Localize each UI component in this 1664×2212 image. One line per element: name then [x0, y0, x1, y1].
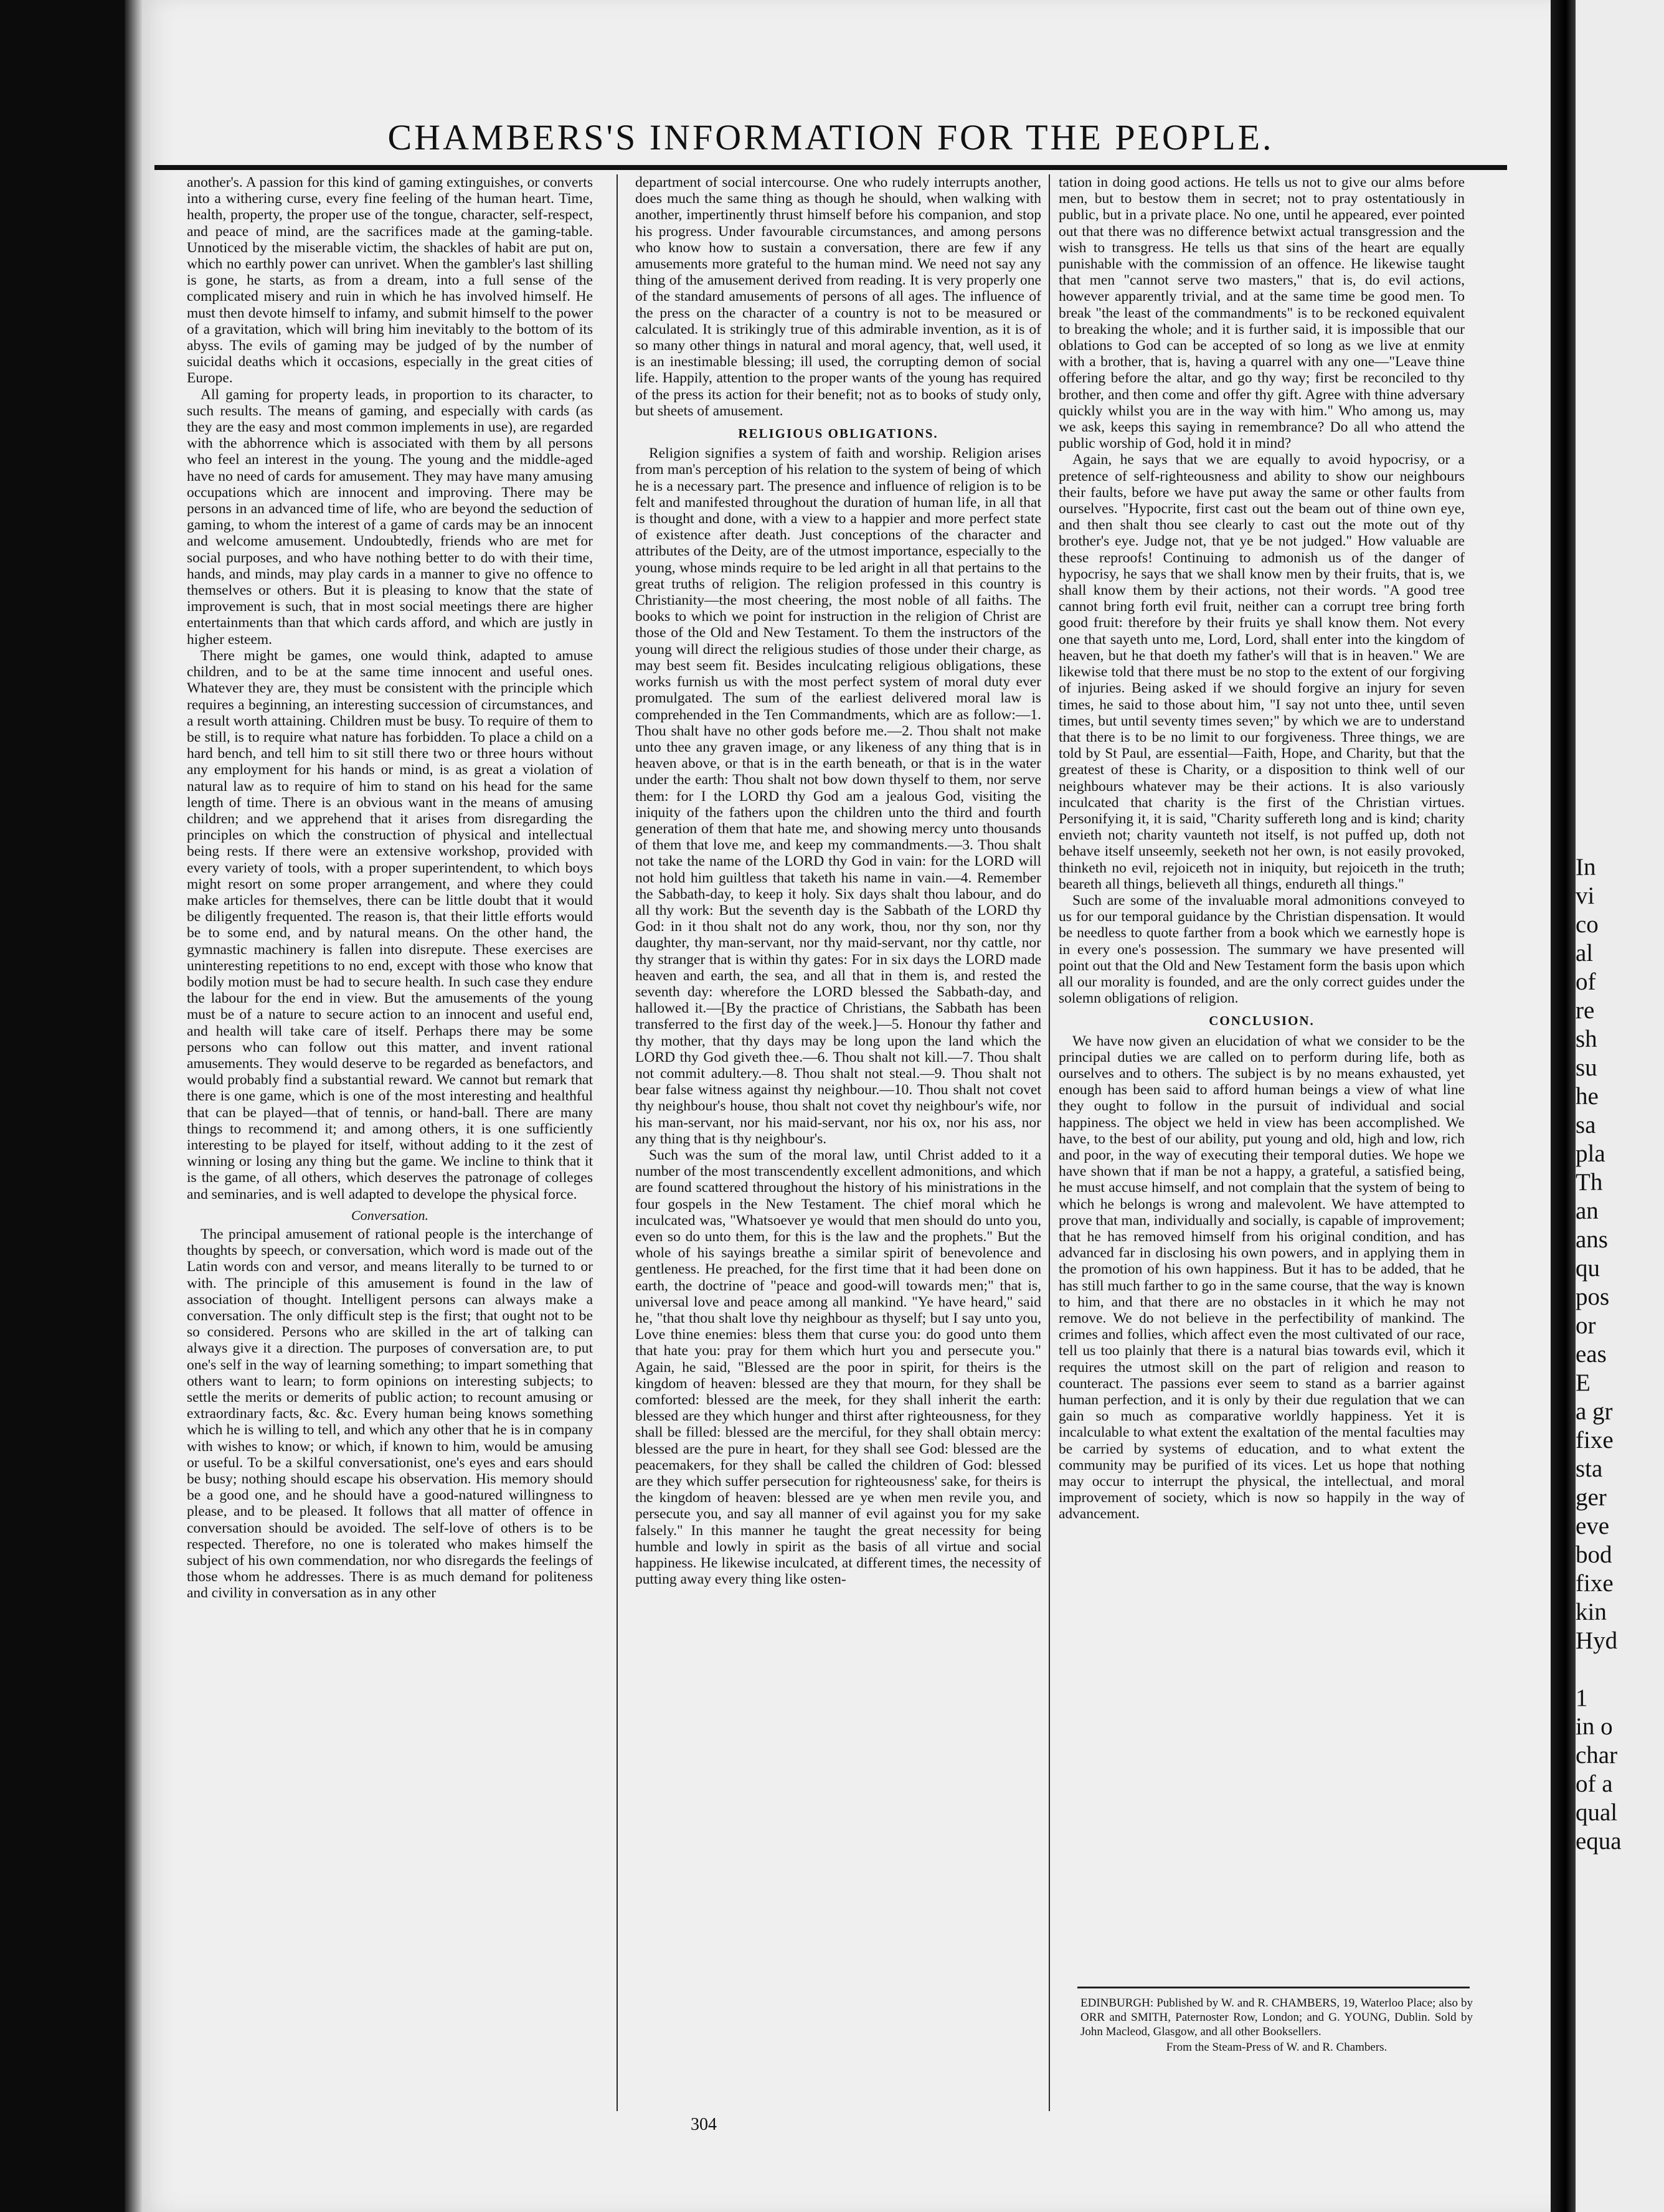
paragraph: We have now given an elucidation of what we consider to be the principal duties we are called on to perform during life, both as ourselves and to others. The subject is by no means exhausted, yet enough has been said to afford human beings a view of what line they ought to follow in the pursuit of individual and social happiness. The object we held in view has been accomplished. We have, to the best of our ability, put young and old, high and low, rich and poor, in the way of executing their temporal duties. We hope we have shown that if man be not a happy, a grateful, a satisfied being, he must accuse himself, and not complain that the system of being to which he belongs is wrong and malevolent. We have attempted to prove that man, individually and socially, is capable of improvement; that he has removed himself from his original condition, and has advanced far in disclosing his own powers, and in applying them in the promotion of his own happiness. But it has to be added, that he has still much farther to go in the same course, that the way is known to him, and that there are no obstacles in it which he may not remove. We do not believe in the perfectibility of mankind. The crimes and follies, which affect even the most cultivated of our race, tell us too plainly that there is a natural bias towards evil, which it requires the utmost skill on the part of religion and reason to counteract. The passions ever seem to stand as a barrier against human perfection, and it is only by their due regulation that we can gain so much as comparative worldly happiness. Yet it is incalculable to what extent the exaltation of the mental faculties may be carried by systems of education, and to what extent the community may be purified of its vices. Let us hope that nothing may occur to interrupt the physical, the intellectual, and moral improvement of society, which is now so happily in the way of advancement.: [1059, 1033, 1465, 1523]
paragraph: Such was the sum of the moral law, until Christ added to it a number of the most transcendently excellent admonitions, and which are found scattered throughout the history of his ministrations in the four gospels in the New Testament. The chief moral which he inculcated was, "Whatsoever ye would that men should do unto you, even so do unto them, for this is the law and the prophets." But the whole of his sayings breathe a similar spirit of benevolence and gentleness. He preached, for the first time that it had been done on earth, the doctrine of "peace and good-will towards men;" that is, universal love and peace among all mankind. "Ye have heard," said he, "that thou shalt love thy neighbour as thyself; but I say unto you, Love thine enemies: bless them that curse you: do good unto them that hate you: pray for them which hurt you and persecute you." Again, he said, "Blessed are the poor in spirit, for theirs is the kingdom of heaven: blessed are they that mourn, for they shall be comforted: blessed are the meek, for they shall inherit the earth: blessed are they which hunger and thirst after righteousness, for they shall be filled: blessed are the merciful, for they shall obtain mercy: blessed are the pure in heart, for they shall see God: blessed are the peacemakers, for they shall be called the children of God: blessed are they which suffer persecution for righteousness' sake, for theirs is the kingdom of heaven: blessed are ye when men revile you, and persecute you, and say all manner of evil against you for my sake falsely." In this manner he taught the great necessity for being humble and lowly in spirit as the basis of all virtue and social happiness. He likewise inculcated, at different times, the necessity of putting away every thing like osten-: [635, 1146, 1041, 1588]
section-heading: CONCLUSION.: [1209, 1013, 1315, 1029]
paragraph: Such are some of the invaluable moral admonitions conveyed to us for our temporal guidance by the Christian dispensation. It would be needless to quote farther from a book which we earnestly hope is in every one's possession. The summary we have presented will point out that the Old and New Testament form the basis upon which all our morality is founded, and are the only correct guides under the solemn obligations of religion.: [1059, 892, 1465, 1007]
imprint-press: From the Steam-Press of W. and R. Chambers.: [1166, 2041, 1387, 2054]
paragraph: The principal amusement of rational people is the interchange of thoughts by speech, or conversation, which word is made out of the Latin words con and versor, and means literally to be turned to or with. The principle of this amusement is found in the law of association of thought. Intelligent persons can always make a conversation. The only difficult step is the first; that ought not to be so considered. Persons who are skilled in the art of talking can always give it a direction. The purposes of conversation are, to put one's self in the way of learning something; to impart something that others want to learn; to form opinions on interesting subjects; to settle the merits or demerits of public action; to recount amusing or extraordinary facts, &c. &c. Every human being knows something which he is willing to tell, and which any other that he is in company with wishes to know; or which, if known to him, would be amusing or useful. To be a skilful conversationist, one's eyes and ears should be busy; nothing should escape his observation. His memory should be a good one, and he should have a good-natured willingness to please, and to be pleased. It follows that all matter of offence in conversation should be avoided. The self-love of others is to be respected. Therefore, no one is tolerated who makes himself the subject of his own commendation, nor who disregards the feelings of those whom he addresses. There is as much demand for politeness and civility in conversation as in any other: [187, 1226, 593, 1602]
facing-page-text: In vi co al of re sh su he sa pla Th an ans qu pos or eas E a gr fixe sta ger eve bod fixe kin Hyd 1 in o char of a qual equa: [1576, 854, 1622, 1855]
paragraph: Religion signifies a system of faith and worship. Religion arises from man's perception of his relation to the system of being of which he is a necessary part. The presence and influence of religion is to be felt and manifested throughout the duration of human life, in all that is thought and done, with a view to a happier and more perfect state of existence after death. Just conceptions of the character and attributes of the Deity, are of the utmost importance, especially to the young, whose minds require to be led aright in all that pertains to the great truths of religion. The religion professed in this country is Christianity—the most cheering, the most noble of all faiths. The books to which we point for instruction in the religion of Christ are those of the Old and New Testament. To them the instructors of the young will direct the religious studies of those under their charge, as may best seem fit. Besides inculcating religious obligations, these works furnish us with the most perfect system of moral duty ever promulgated. The sum of the earliest delivered moral law is comprehended in the Ten Commandments, which are as follow:—1. Thou shalt have no other gods before me.—2. Thou shalt not make unto thee any graven image, or any likeness of any thing that is in heaven above, or that is in the earth beneath, or that is in the water under the earth: Thou shalt not bow down thyself to them, nor serve them: for I the LORD thy God am a jealous God, visiting the iniquity of the fathers upon the children unto the third and fourth generation of them that hate me, and showing mercy unto thousands of them that love me, and keep my commandments.—3. Thou shalt not take the name of the LORD thy God in vain: for the LORD will not hold him guiltless that taketh his name in vain.—4. Remember the Sabbath-day, to keep it holy. Six days shalt thou labour, and do all thy work: But the seventh day is the Sabbath of the LORD thy God: in it thou shalt not do any work, thou, nor thy son, nor thy daughter, thy man-servant, nor thy maid-servant, nor thy cattle, nor thy stranger that is within thy gates: For in six days the LORD made heaven and earth, the sea, and all that in them is, and rested the seventh day: wherefore the LORD blessed the Sabbath-day, and hallowed it.—[By the practice of Christians, the Sabbath has been transferred to the first day of the week.]—5. Honour thy father and thy mother, that thy days may be long upon the land which the LORD thy God giveth thee.—6. Thou shalt not kill.—7. Thou shalt not commit adultery.—8. Thou shalt not steal.—9. Thou shalt not bear false witness against thy neighbour.—10. Thou shalt not covet thy neighbour's house, thou shalt not covet thy neighbour's wife, nor his man-servant, nor his maid-servant, nor his ox, nor his ass, nor any thing that is thy neighbour's.: [635, 445, 1041, 1147]
imprint-text: EDINBURGH: Published by W. and R. CHAMBERS, 19, Waterloo Place; also by ORR and SMITH, Paternoster Row, London; and G. YOUNG, Dublin. Sold by John Macleod, Glasgow, and all other Booksellers.: [1080, 1997, 1473, 2038]
section-heading: RELIGIOUS OBLIGATIONS.: [738, 426, 938, 442]
masthead: [154, 103, 1507, 177]
column-3: [1059, 174, 1465, 2111]
publisher-imprint: [1080, 1996, 1473, 2054]
page-binding-gutter: [125, 0, 142, 2212]
paragraph: Again, he says that we are equally to avoid hypocrisy, or a pretence of self-righteousness and ability to show our neighbours their faults, before we have put away the same or other faults from ourselves. "Hypocrite, first cast out the beam out of thine own eye, and then shalt thou see clearly to cast out the mote out of thy brother's eye. Judge not, that ye be not judged." How valuable are these reproofs! Continuing to admonish us of the danger of hypocrisy, he says that we shall know men by their fruits, that is, we shall know them by their actions, not their words. "A good tree cannot bring forth evil fruit, neither can a corrupt tree bring forth good fruit: therefore by their fruits ye shall know them. Not every one that sayeth unto me, Lord, Lord, shall enter into the kingdom of heaven, but he that doeth my father's will that is in heaven." We are likewise told that there must be no stop to the extent of our forgiving of injuries. Being asked if we should forgive an injury for seven times, he said to those about him, "I say not unto thee, until seven times, but until seventy times seven;" by which we are to understand that there is to be no limit to our forgiveness. Three things, we are told by St Paul, are essential—Faith, Hope, and Charity, but that the greatest of these is Charity, or a disposition to think well of our neighbours whatever may be their actions. It is also variously inculcated that charity is the first of the Christian virtues. Personifying it, it is said, "Charity suffereth long and is kind; charity envieth not; charity vaunteth not itself, is not puffed up, doth not behave itself unseemly, seeketh not her own, is not easily provoked, thinketh no evil, rejoiceth not in iniquity, but rejoiceth in the truth; beareth all things, believeth all things, endureth all things.": [1059, 451, 1465, 892]
column-divider: [1049, 174, 1050, 2111]
paragraph: All gaming for property leads, in proportion to its character, to such results. The means of gaming, and especially with cards (as they are the easy and most common implements in use), are regarded with the abhorrence which is associated with them by all persons who feel an interest in the young. The young and the middle-aged have no need of cards for amusement. They may have many amusing occupations which are innocent and improving. There may be persons in an advanced time of life, who are beyond the seduction of gaming, to whom the interest of a game of cards may be an innocent and welcome amusement. Undoubtedly, friends who are met for social purposes, and who have nothing better to do with their time, hands, and minds, may play cards in a manner to give no offence to themselves or others. But it is pleasing to know that the state of improvement is such, that in most social meetings there are higher entertainments than that which cards afford, and which are justly in higher esteem.: [187, 386, 593, 648]
paragraph: department of social intercourse. One who rudely interrupts another, does much the same thing as though he should, when walking with another, impertinently thrust himself before his companion, and stop his progress. Under favourable circumstances, and among persons who know how to sustain a conversation, there are few if any amusements more grateful to the human mind. We need not say any thing of the amusement derived from reading. It is very properly one of the standard amusements of persons of all ages. The influence of the press on the character of a country is not to be measured or calculated. It is strikingly true of this admirable invention, as it is of so many other things in natural and moral agency, that, well used, it is an inestimable blessing; ill used, the corrupting demon of social life. Happily, attention to the proper wants of the young has required of the press its action for their benefit; not as to books of study only, but sheets of amusement.: [635, 174, 1041, 419]
paragraph: tation in doing good actions. He tells us not to give our alms before men, but to bestow them in secret; not to pray ostentatiously in public, but in a private place. No one, until he appeared, ever pointed out that there was no difference betwixt actual transgression and the wish to transgress. He tells us that sins of the heart are equally punishable with the commission of an offence. He likewise taught that men "cannot serve two masters," that is, do evil actions, however apparently trivial, and at the same time be good men. To break "the least of the commandments" is to be reckoned equivalent to breaking the whole; and it is further said, it is impossible that our oblations to God can be accepted of so long as we live at enmity with a brother, that is, having a quarrel with any one—"Leave thine offering before the altar, and go thy way; first be reconciled to thy brother, and then come and offer thy gift. Agree with thine adversary quickly whilst you are in the way with him." Who among us, may we ask, keeps this saying in remembrance? Do all who attend the public worship of God, hold it in mind?: [1059, 174, 1465, 452]
section-heading: Conversation.: [351, 1207, 429, 1223]
column-1: [187, 174, 593, 2111]
column-2: [635, 174, 1041, 2111]
masthead-rule: [154, 165, 1507, 170]
masthead-title: CHAMBERS'S INFORMATION FOR THE PEOPLE.: [387, 117, 1274, 158]
paragraph: another's. A passion for this kind of gaming extinguishes, or converts into a withering curse, every fine feeling of the human heart. Time, health, property, the proper use of the tongue, character, self-respect, and peace of mind, are the sacrifices made at the gaming-table. Unnoticed by the miserable victim, the shackles of habit are put on, which no earthly power can unrivet. When the gambler's last shilling is gone, he starts, as from a dream, into a full sense of the complicated misery and ruin in which he has involved himself. He must then devote himself to infamy, and submit himself to the power of a gravitation, which will bring him inevitably to the bottom of its abyss. The evils of gaming may be judged of by the number of suicidal deaths which it occasions, especially in the great cities of Europe.: [187, 174, 593, 387]
imprint-rule: [1077, 1987, 1470, 1988]
paragraph: There might be games, one would think, adapted to amuse children, and to be at the same time innocent and useful ones. Whatever they are, they must be consistent with the principle which requires a beginning, an interesting succession of circumstances, and a result worth attaining. Children must be busy. To require of them to be still, is to require what nature has forbidden. To place a child on a hard bench, and tell him to sit still there two or three hours without any employment for his hands or mind, is as great a violation of natural law as to require of him to stand on his head for the same length of time. There is an obvious want in the means of amusing children; and we apprehend that it arises from disregarding the principles on which the construction of physical and intellectual being rests. If there were an extensive workshop, provided with every variety of tools, with a proper superintendent, to which boys might resort on some proper arrangement, and where they could make articles for themselves, there can be little doubt that it would be diligently frequented. The reason is, that their little efforts would be to some end, and by natural means. On the other hand, the gymnastic machinery is fallen into disrepute. These exercises are uninteresting repetitions to no end, except with those who know that bodily motion must be had to secure health. In such case they endure the labour for the end in view. But the amusements of the young must be of a nature to secure action to an innocent and useful end, and health will take care of itself. Perhaps there may be some persons who can follow out this matter, and invent rational amusements. They would deserve to be regarded as benefactors, and would probably find a substantial reward. We cannot but remark that there is one game, which is one of the most interesting and healthful that can be played—that of tennis, or hand-ball. There are many things to recommend it; and among others, it is one sufficiently interesting to be played for itself, without adding to it the zest of winning or losing any thing but the game. We incline to think that it is the game, of all others, which deserves the patronage of colleges and seminaries, and is well adapted to develope the physical force.: [187, 647, 593, 1203]
page-number: 304: [691, 2115, 717, 2134]
facing-page-fragment: [1576, 0, 1664, 2212]
column-divider: [617, 174, 618, 2111]
facing-page-edge: [1551, 0, 1576, 2212]
